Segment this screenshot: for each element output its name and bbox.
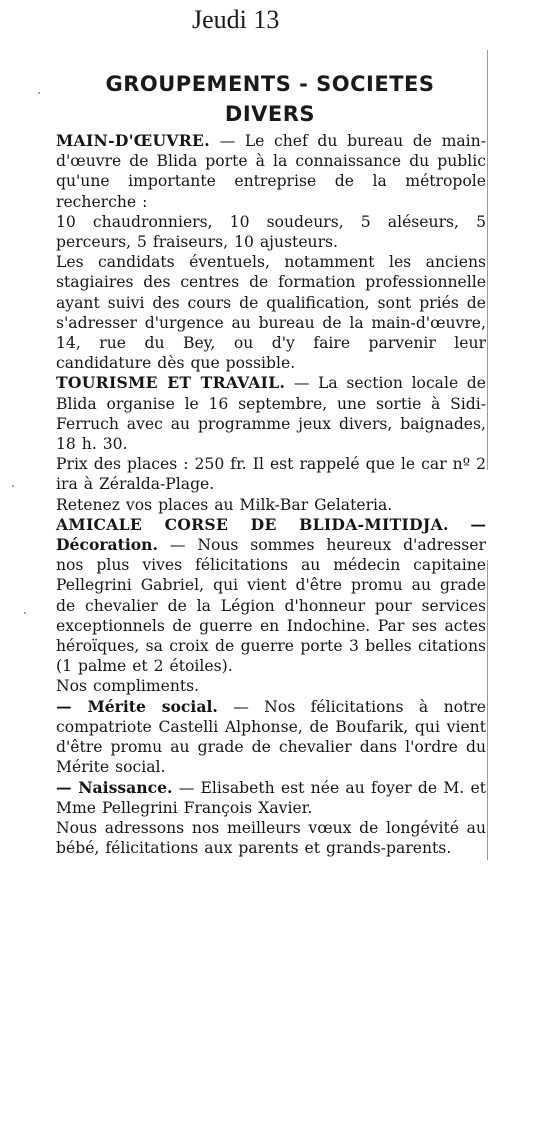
article-tourisme-booking: Retenez vos places au Milk-Bar Gelateria. xyxy=(56,495,393,514)
article-amicale-decoration xyxy=(56,515,486,677)
page-date: Jeudi 13 xyxy=(192,5,280,34)
article-amicale-decoration-label: — Décoration. xyxy=(56,514,486,555)
article-amicale-decoration-text: — Nous sommes heureux d'adresser nos plus vives félicitations au médecin capitaine Pellegrini Gabriel, qui vient d'être promu au grade de chevalier de la Légion d'honneur pour services exceptionnels de guerre en Indochine. Par ses actes héroïques, sa croix de guerre porte 3 belles citations (1 palme et 2 étoiles). xyxy=(56,536,486,676)
article-amicale-lead: AMICALE CORSE DE BLIDA-MITIDJA. xyxy=(56,514,449,534)
article-tourisme-intro-text: — La section locale de Blida organise le 16 septembre, une sortie à Sidi-Ferruch avec au programme jeux divers, baignades, 18 h. 30. xyxy=(56,374,486,454)
column-rule-bottom xyxy=(487,560,488,860)
article-amicale-naissance-label: — Naissance. xyxy=(56,777,173,797)
section-title-line-1: GROUPEMENTS - SOCIETES xyxy=(105,72,435,96)
article-main-oeuvre-intro xyxy=(56,131,486,212)
article-amicale-naissance-text: — Elisabeth est née au foyer de M. et Mme Pellegrini François Xavier. xyxy=(56,778,486,817)
article-amicale-decoration-close: Nos compliments. xyxy=(56,677,200,696)
article-amicale-naissance xyxy=(56,778,486,818)
article-main-oeuvre-lead: MAIN-D'ŒUVRE. xyxy=(56,131,210,150)
column-rule-top xyxy=(487,50,488,470)
print-speck xyxy=(24,612,26,614)
article-amicale-merite-label: — Mérite social. xyxy=(56,696,218,716)
article-column xyxy=(56,131,486,858)
article-amicale-merite-text: — Nos félicitations à notre compatriote Castelli Alphonse, de Boufarik, qui vient d'être promu au grade de chevalier dans l'ordre du Mérite social. xyxy=(56,697,486,777)
print-speck xyxy=(38,92,40,94)
article-main-oeuvre-list: 10 chaudronniers, 10 soudeurs, 5 aléseurs, 5 perceurs, 5 fraiseurs, 10 ajusteurs. xyxy=(56,212,486,252)
article-main-oeuvre-intro-text: — Le chef du bureau de main-d'œuvre de Blida porte à la connaissance du public qu'une importante entreprise de la métropole recherche : xyxy=(56,132,486,211)
article-main-oeuvre-body: Les candidats éventuels, notamment les anciens stagiaires des centres de formation professionnelle ayant suivi des cours de qualification, sont priés de s'adresser d'urgence au bureau de la main-d'œuvre, 14, rue du Bey, ou d'y faire parvenir leur candidature dès que possible. xyxy=(56,253,486,373)
print-speck xyxy=(12,485,14,487)
article-amicale-merite xyxy=(56,697,486,778)
article-amicale-naissance-close: Nous adressons nos meilleurs vœux de longévité au bébé, félicitations aux parents et grands-parents. xyxy=(56,818,486,858)
section-title-line-2: DIVERS xyxy=(224,102,316,126)
article-tourisme-intro xyxy=(56,373,486,454)
article-tourisme-lead: TOURISME ET TRAVAIL. xyxy=(56,373,286,393)
article-tourisme-price: Prix des places : 250 fr. Il est rappelé que le car nº 2 ira à Zéralda-Plage. xyxy=(56,455,486,494)
